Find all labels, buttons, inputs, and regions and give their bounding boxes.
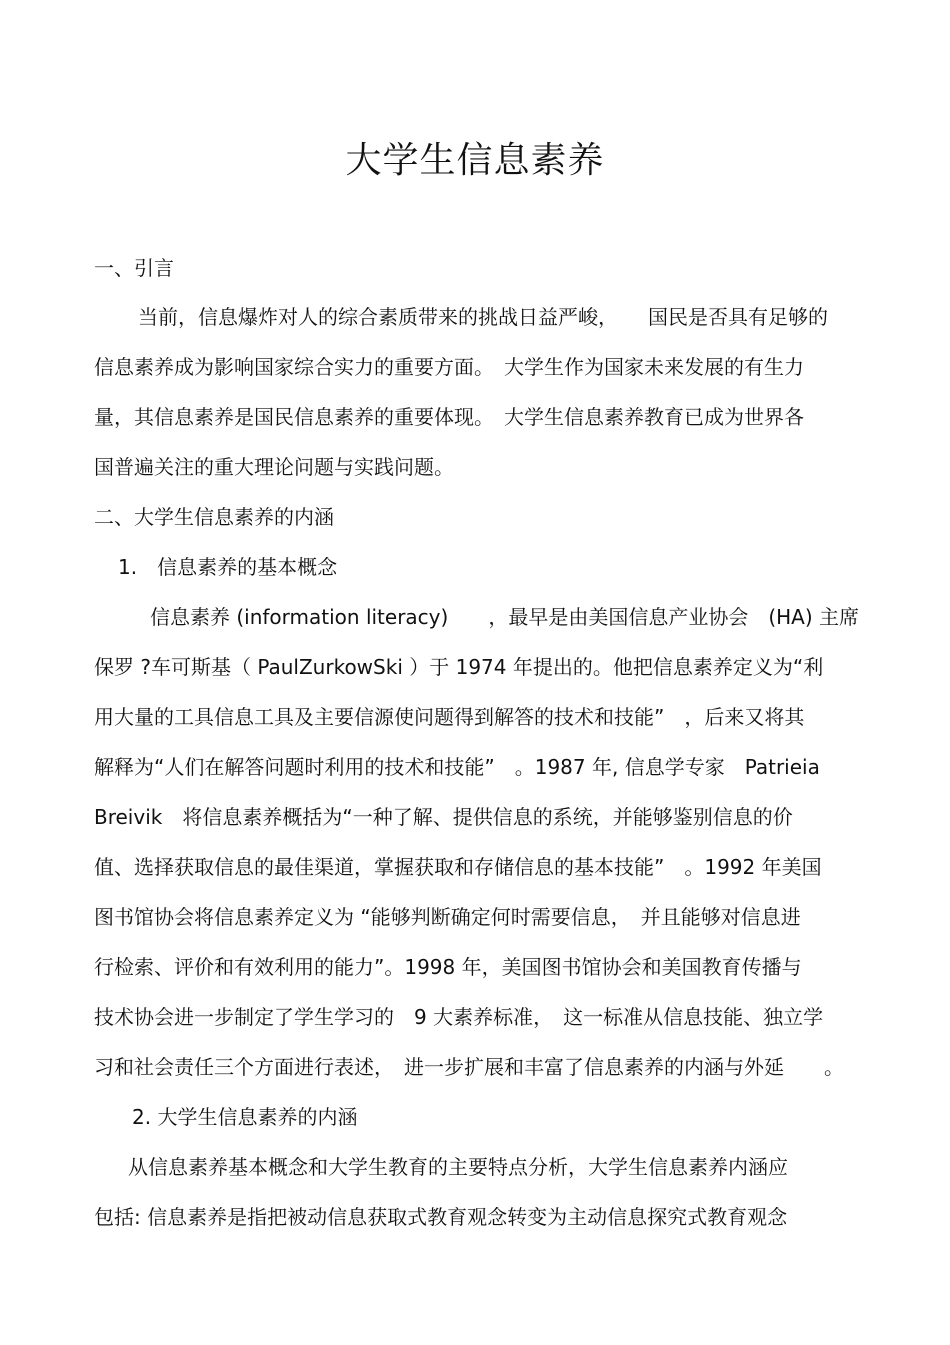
paragraph-line: 量，其信息素养是国民信息素养的重要体现。 大学生信息素养教育已成为世界各 [94, 405, 804, 429]
paragraph-line: Breivik 将信息素养概括为“一种了解、提供信息的系统，并能够鉴别信息的价 [94, 805, 793, 829]
paragraph-line: 包括: 信息素养是指把被动信息获取式教育观念转变为主动信息探究式教育观念 [94, 1205, 788, 1229]
paragraph-line: 信息素养成为影响国家综合实力的重要方面。 大学生作为国家未来发展的有生力 [94, 355, 804, 379]
paragraph-line: 习和社会责任三个方面进行表述， 进一步扩展和丰富了信息素养的内涵与外延 。 [94, 1055, 844, 1079]
paragraph-line: 从信息素养基本概念和大学生教育的主要特点分析，大学生信息素养内涵应 [128, 1155, 788, 1179]
paragraph-line: 国普遍关注的重大理论问题与实践问题。 [94, 455, 454, 479]
paragraph-line: 图书馆协会将信息素养定义为 “能够判断确定何时需要信息， 并且能够对信息进 [94, 905, 801, 929]
paragraph-line: 保罗 ?车可斯基（ PaulZurkowSki ）于 1974 年提出的。他把信息素养定义为“利 [94, 655, 824, 679]
subsection-2-heading: 2. 大学生信息素养的内涵 [132, 1105, 358, 1129]
paragraph-line: 解释为“人们在解答问题时利用的技术和技能” 。1987 年, 信息学专家 Patrieia [94, 755, 820, 779]
paragraph-line: 当前，信息爆炸对人的综合素质带来的挑战日益严峻， 国民是否具有足够的 [138, 305, 828, 329]
page-title: 大学生信息素养 [345, 140, 605, 181]
paragraph-line: 信息素养 (information literacy) ，最早是由美国信息产业协会 (HA) 主席 [150, 605, 860, 629]
subsection-1-heading: 1. 信息素养的基本概念 [118, 555, 338, 579]
paragraph-line: 行检索、评价和有效利用的能力”。1998 年，美国图书馆协会和美国教育传播与 [94, 955, 802, 979]
paragraph-line: 值、选择获取信息的最佳渠道，掌握获取和存储信息的基本技能” 。1992 年美国 [94, 855, 822, 879]
section-2-heading: 二、大学生信息素养的内涵 [94, 505, 334, 529]
paragraph-line: 用大量的工具信息工具及主要信源使问题得到解答的技术和技能” ，后来又将其 [94, 705, 805, 729]
paragraph-line: 技术协会进一步制定了学生学习的 9 大素养标准， 这一标准从信息技能、独立学 [94, 1005, 824, 1029]
section-1-heading: 一、引言 [94, 256, 174, 280]
